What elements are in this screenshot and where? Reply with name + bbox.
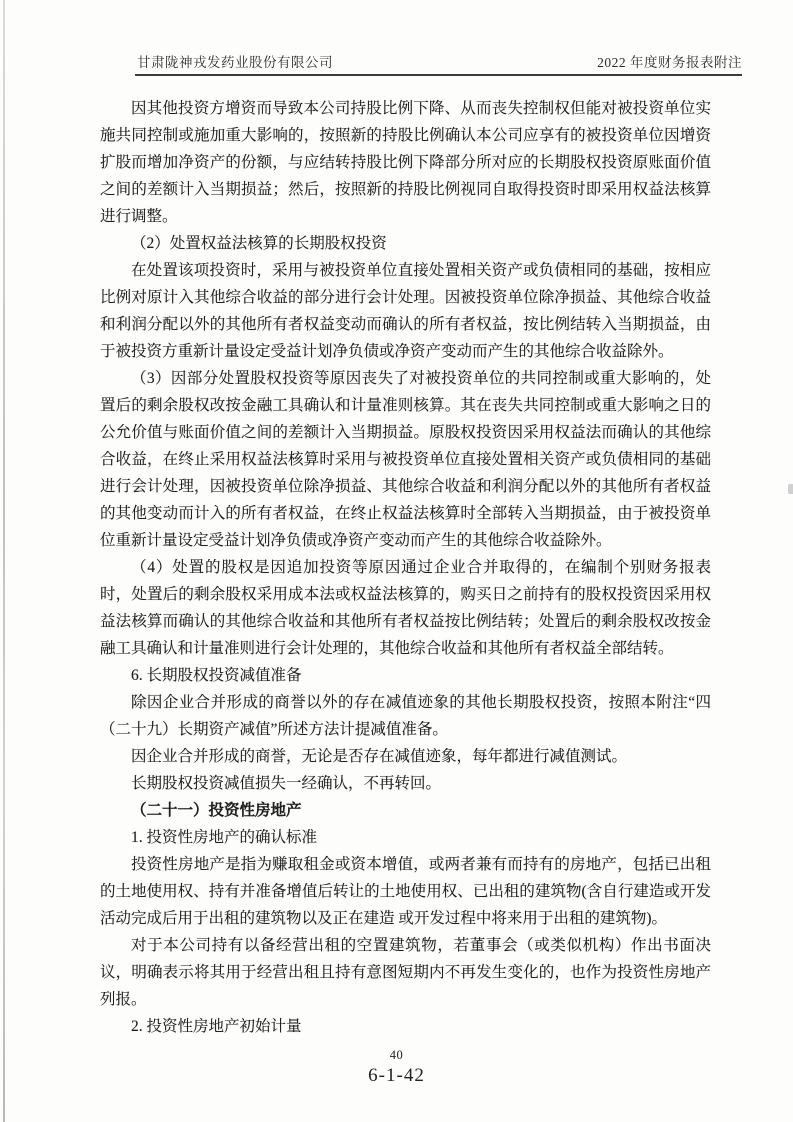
paragraph-2: （2）处置权益法核算的长期股权投资 [131, 235, 387, 252]
paragraph-12: 投资性房地产是指为赚取租金或资本增值，或两者兼有而持有的房地产，包括已出租的土地使用权、持有并准备增值后转让的土地使用权、已出租的建筑物(含自行建造或开发活动完成后用于出租的建筑物以及正在建造 或开发过程中将来用于出租的建筑物)。 [100, 856, 711, 927]
page-header [137, 51, 742, 71]
document-body [100, 95, 711, 1040]
header-company-name: 甘肃陇神戎发药业股份有限公司 [137, 55, 333, 70]
paragraph-7: 除因企业合并形成的商誉以外的存在减值迹象的其他长期股权投资，按照本附注“四（二十九）长期资产减值”所述方法计提减值准备。 [100, 694, 711, 738]
paragraph-3: 在处置该项投资时，采用与被投资单位直接处置相关资产或负债相同的基础，按相应比例对原计入其他综合收益的部分进行会计处理。因被投资单位除净损益、其他综合收益和利润分配以外的其他所有者权益变动而确认的所有者权益，按比例结转入当期损益，由于被投资方重新计量设定受益计划净负债或净资产变动而产生的其他综合收益除外。 [100, 262, 711, 360]
paragraph-5: （4）处置的股权是因追加投资等原因通过企业合并取得的，在编制个别财务报表时，处置后的剩余股权采用成本法或权益法核算的，购买日之前持有的股权投资因采用权益法核算而确认的其他综合收益和其他所有者权益按比例结转；处置后的剩余股权改按金融工具确认和计量准则进行会计处理的，其他综合收益和其他所有者权益全部结转。 [100, 559, 711, 657]
paragraph-10: （二十一）投资性房地产 [131, 802, 302, 819]
footer-page-code: 6-1-42 [368, 1065, 425, 1086]
scan-smudge-artifact [788, 484, 793, 494]
paragraph-13: 对于本公司持有以备经营出租的空置建筑物，若董事会（或类似机构）作出书面决议，明确表示将其用于经营出租且持有意图短期内不再发生变化的，也作为投资性房地产列报。 [100, 937, 711, 1008]
paragraph-11: 1. 投资性房地产的确认标准 [131, 829, 318, 846]
header-divider [135, 74, 742, 76]
header-doc-title: 2022 年度财务报表附注 [597, 55, 742, 70]
paragraph-1: 因其他投资方增资而导致本公司持股比例下降、从而丧失控制权但能对被投资单位实施共同控制或施加重大影响的，按照新的持股比例确认本公司应享有的被投资单位因增资扩股而增加净资产的份额，与应结转持股比例下降部分所对应的长期股权投资原账面价值之间的差额计入当期损益；然后，按照新的持股比例视同自取得投资时即采用权益法核算进行调整。 [100, 100, 711, 225]
scan-edge-artifact [3, 0, 5, 1122]
paragraph-14: 2. 投资性房地产初始计量 [131, 1018, 302, 1035]
paragraph-6: 6. 长期股权投资减值准备 [131, 667, 302, 684]
paragraph-4: （3）因部分处置股权投资等原因丧失了对被投资单位的共同控制或重大影响的，处置后的剩余股权改按金融工具确认和计量准则核算。其在丧失共同控制或重大影响之日的公允价值与账面价值之间的差额计入当期损益。原股权投资因采用权益法而确认的其他综合收益，在终止采用权益法核算时采用与被投资单位直接处置相关资产或负债相同的基础进行会计处理，因被投资单位除净损益、其他综合收益和利润分配以外的其他所有者权益的其他变动而计入的所有者权益，在终止权益法核算时全部转入当期损益，由于被投资单位重新计量设定受益计划净负债或净资产变动而产生的其他综合收益除外。 [100, 370, 711, 549]
paragraph-8: 因企业合并形成的商誉，无论是否存在减值迹象，每年都进行减值测试。 [131, 748, 628, 765]
footer-page-number: 40 [389, 1048, 404, 1062]
paragraph-9: 长期股权投资减值损失一经确认，不再转回。 [131, 775, 442, 792]
